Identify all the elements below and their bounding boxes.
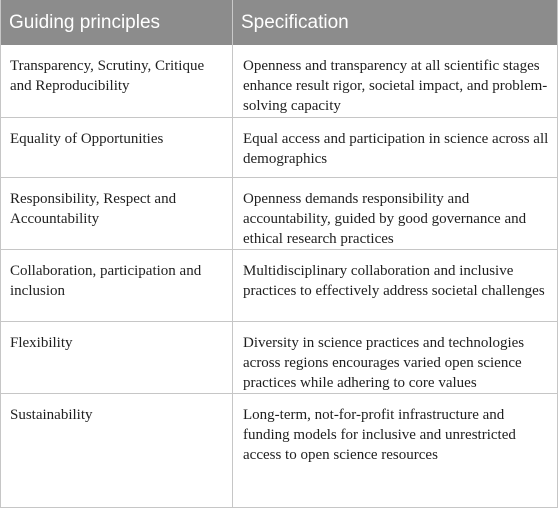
principle-cell: Responsibility, Respect and Accountability bbox=[1, 177, 232, 249]
principle-cell: Transparency, Scrutiny, Critique and Reproducibility bbox=[10, 58, 205, 94]
specification-cell: Diversity in science practices and technologies across regions encourages varied open science practices while adhering to core values bbox=[232, 321, 557, 393]
specification-cell: Openness and transparency at all scientific stages enhance result rigor, societal impact, and problem-solving capacity bbox=[232, 45, 557, 117]
specification-cell: Openness demands responsibility and accountability, guided by good governance and ethical research practices bbox=[232, 177, 557, 249]
specification-cell: Long-term, not-for-profit infrastructure and funding models for inclusive and unrestricted access to open science resources bbox=[232, 393, 557, 507]
header-specification: Specification bbox=[232, 0, 557, 45]
header-guiding-principles: Guiding principles bbox=[1, 0, 232, 45]
specification-cell: Equal access and participation in science across all demographics bbox=[232, 117, 557, 177]
principle-cell: Flexibility bbox=[1, 321, 232, 393]
specification-cell: Multidisciplinary collaboration and inclusive practices to effectively address societal challenges bbox=[232, 249, 557, 321]
principle-cell: Equality of Opportunities bbox=[1, 117, 232, 177]
principle-cell: Collaboration, participation and inclusion bbox=[1, 249, 232, 321]
principle-cell: Sustainability bbox=[1, 393, 232, 507]
